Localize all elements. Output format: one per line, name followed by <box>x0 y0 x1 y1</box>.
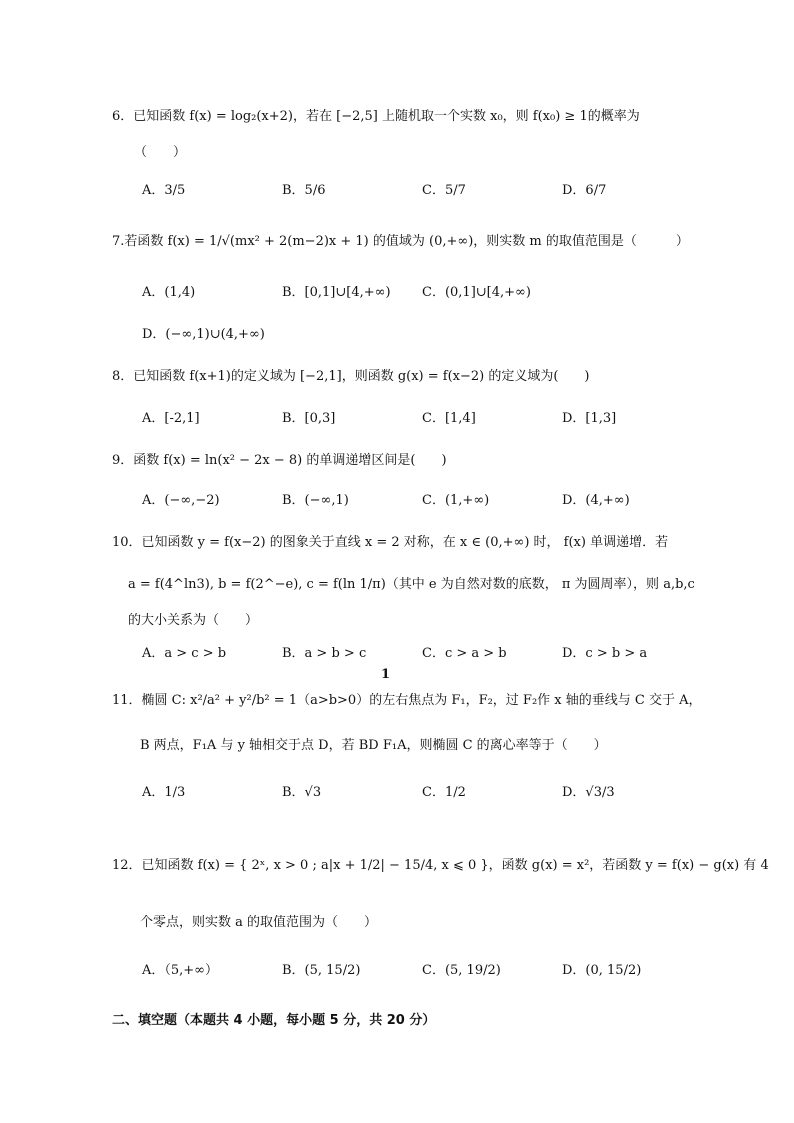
q6-answer-paren: （ ） <box>134 145 187 160</box>
q12-line-2: 个零点，则实数 a 的取值范围为（ ） <box>140 915 378 930</box>
q6-stem: 6．已知函数 f(x) = log₂(x+2)，若在 [−2,5] 上随机取一个实数 x₀，则 f(x₀) ≥ 1的概率为 <box>112 109 640 124</box>
q6-option-d: D．6/7 <box>562 183 607 198</box>
q10-option-a: A．a > c > b <box>142 646 227 661</box>
q7-option-c: C．(0,1]∪[4,+∞) <box>422 285 531 300</box>
q11-option-a: A．1/3 <box>142 785 186 800</box>
q8-option-b: B．[0,3] <box>282 411 336 426</box>
q6-option-a: A．3/5 <box>142 183 186 198</box>
q9-stem: 9．函数 f(x) = ln(x² − 2x − 8) 的单调递增区间是( ) <box>112 453 447 468</box>
q10-option-d: D．c > b > a <box>562 646 648 661</box>
q10-option-c: C．c > a > b <box>422 646 507 661</box>
q7-option-a: A．(1,4) <box>142 285 196 300</box>
q7-option-b: B．[0,1]∪[4,+∞) <box>282 285 391 300</box>
q10-line-2: a = f(4^ln3), b = f(2^−e), c = f(ln 1/π)（其中 e 为自然对数的底数， π 为圆周率），则 a,b,c <box>128 577 695 592</box>
q11-option-d: D．√3/3 <box>562 785 615 800</box>
q10-line-3: 的大小关系为（ ） <box>128 613 259 628</box>
q11-line-2: B 两点，F₁A 与 y 轴相交于点 D，若 BD F₁A，则椭圆 C 的离心率等于（ ） <box>140 738 607 753</box>
q6-option-b: B．5/6 <box>282 183 326 198</box>
q12-option-b: B．(5, 15/2) <box>282 963 361 978</box>
q8-option-c: C．[1,4] <box>422 411 476 426</box>
q8-option-a: A．[-2,1] <box>142 411 200 426</box>
q11-option-c: C．1/2 <box>422 785 466 800</box>
q12-option-d: D．(0, 15/2) <box>562 963 642 978</box>
q6-option-c: C．5/7 <box>422 183 466 198</box>
q9-option-b: B．(−∞,1) <box>282 493 349 508</box>
q12-option-a: A．（5,+∞） <box>142 963 219 978</box>
q9-option-c: C．(1,+∞) <box>422 493 490 508</box>
q10-option-b: B．a > b > c <box>282 646 367 661</box>
q9-option-a: A．(−∞,−2) <box>142 493 220 508</box>
q7-option-d: D．(−∞,1)∪(4,+∞) <box>142 327 265 342</box>
q7-stem: 7.若函数 f(x) = 1/√(mx² + 2(m−2)x + 1) 的值域为 (0,+∞)，则实数 m 的取值范围是（ ） <box>112 234 689 249</box>
q8-stem: 8．已知函数 f(x+1)的定义域为 [−2,1]，则函数 g(x) = f(x−2) 的定义域为( ) <box>112 369 590 384</box>
q9-option-d: D．(4,+∞) <box>562 493 630 508</box>
q10-line-1: 10．已知函数 y = f(x−2) 的图象关于直线 x = 2 对称，在 x ∈ (0,+∞) 时， f(x) 单调递增．若 <box>112 535 669 550</box>
section-heading-fill-in: 二、填空题（本题共 4 小题，每小题 5 分，共 20 分） <box>112 1013 436 1028</box>
q11-line-1: 11．椭圆 C: x²/a² + y²/b² = 1（a>b>0）的左右焦点为 F₁，F₂，过 F₂作 x 轴的垂线与 C 交于 A， <box>112 693 702 708</box>
q12-line-1: 12．已知函数 f(x) = { 2ˣ, x > 0 ; a|x + 1/2| − 15/4, x ⩽ 0 }，函数 g(x) = x²，若函数 y = f(x) − g(x) 有 4 <box>112 858 769 873</box>
stray-page-mark: 1 <box>381 667 391 682</box>
q12-option-c: C．(5, 19/2) <box>422 963 501 978</box>
q8-option-d: D．[1,3] <box>562 411 617 426</box>
q11-option-b: B．√3 <box>282 785 322 800</box>
